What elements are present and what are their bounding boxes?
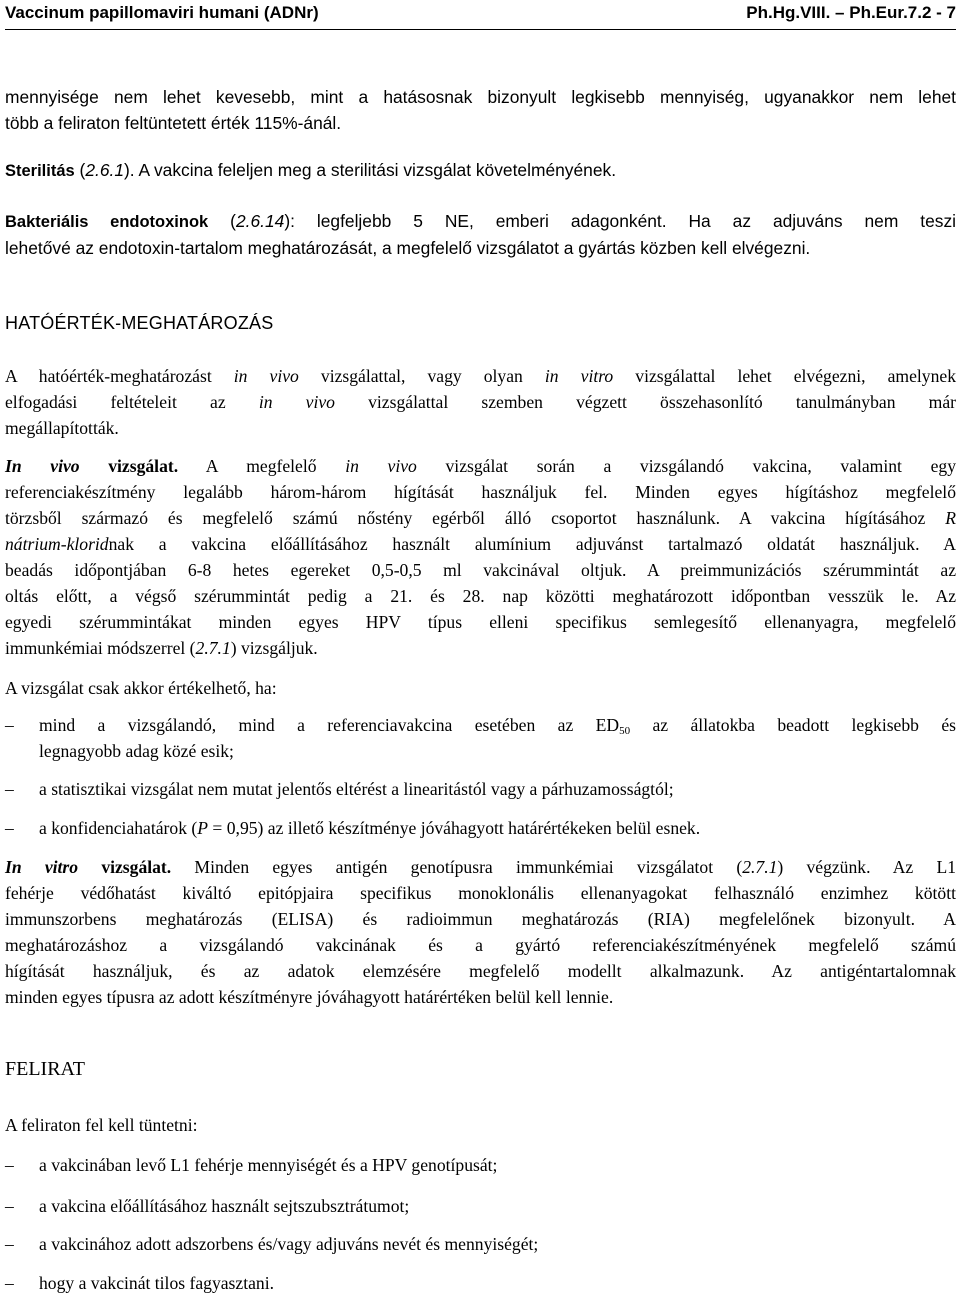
in-vivo-italic: R bbox=[945, 508, 956, 528]
in-vitro-italic: 2.7.1 bbox=[742, 857, 778, 877]
section-heading-assay: HATÓÉRTÉK-MEGHATÁROZÁS bbox=[5, 313, 274, 333]
assay-intro-text: A hatóérték-meghatározást bbox=[5, 366, 234, 386]
endotoxin-text-1: legfeljebb 5 NE, emberi adagonként. Ha az adjuváns nem teszi bbox=[294, 211, 956, 231]
header-title: Vaccinum papillomaviri humani (ADNr) bbox=[5, 3, 319, 22]
in-vitro-text: minden egyes típusra az adott készítményre jóváhagyott határértéken belül kell lennie. bbox=[5, 987, 614, 1007]
endotoxin-text-2: lehetővé az endotoxin-tartalom meghatározását, a megfelelő vizsgálatot a gyártás közben kell elvégezni. bbox=[5, 238, 811, 258]
in-vivo-text: nak a vakcina előállításához használt alumínium adjuvánst tartalmazó oldatát használjuk. A bbox=[108, 534, 956, 554]
sterility-reference: 2.6.1 bbox=[85, 160, 125, 180]
list-item-text: a konfidenciahatárok ( bbox=[39, 818, 198, 838]
endotoxin-ref-open: ( bbox=[208, 211, 236, 231]
assay-intro-text: vizsgálattal lehet elvégezni, amelynek bbox=[613, 366, 956, 386]
list-item-text: legnagyobb adag közé esik; bbox=[39, 741, 234, 761]
validity-intro: A vizsgálat csak akkor értékelhető, ha: bbox=[5, 678, 277, 698]
dash-icon: – bbox=[5, 818, 14, 838]
sterility-label: Sterilitás bbox=[5, 162, 75, 180]
endotoxin-reference: 2.6.14 bbox=[235, 211, 285, 231]
assay-intro-paragraph bbox=[5, 363, 956, 441]
assay-intro-text: megállapították. bbox=[5, 418, 119, 438]
in-vitro-text: hígítását használjuk, és az adatok elemzésére megfelelő modellt alkalmazunk. Az antigéntartalomnak bbox=[5, 961, 956, 981]
list-item-text: mind a vizsgálandó, mind a referenciavakcina esetében az ED bbox=[39, 715, 620, 735]
header-divider bbox=[5, 29, 956, 30]
assay-intro-italic: in vivo bbox=[258, 392, 335, 412]
in-vivo-label: vizsgálat. bbox=[79, 456, 179, 476]
endotoxin-paragraph bbox=[5, 208, 956, 261]
in-vivo-italic: in vivo bbox=[345, 456, 417, 476]
dash-icon: – bbox=[5, 1155, 14, 1175]
header-reference: Ph.Hg.VIII. – Ph.Eur.7.2 - 7 bbox=[746, 3, 956, 22]
in-vitro-text: meghatározáshoz a vizsgálandó vakcinának és a gyártó referenciakészítményének megfelelő számú bbox=[5, 935, 956, 955]
intro-line-2: több a feliraton feltüntetett érték 115%-ánál. bbox=[5, 113, 342, 133]
in-vivo-text: vizsgálat során a vizsgálandó vakcina, valamint egy bbox=[416, 456, 956, 476]
list-item-text: = 0,95) az illető készítménye jóváhagyott határértékeken belül esnek. bbox=[208, 818, 701, 838]
in-vitro-text: fehérje védőhatást kiváltó epitópjaira specifikus monoklonális ellenanyagokat felhasználó enzimhez kötött bbox=[5, 883, 956, 903]
page-header bbox=[5, 3, 956, 29]
label-intro: A feliraton fel kell tüntetni: bbox=[5, 1115, 198, 1135]
in-vivo-text: ) vizsgáljuk. bbox=[230, 638, 318, 658]
in-vivo-paragraph bbox=[5, 453, 956, 661]
list-item-subscript: 50 bbox=[619, 725, 631, 737]
dash-icon: – bbox=[5, 715, 14, 735]
list-item-text: a vakcina előállításához használt sejtszubsztrátumot; bbox=[39, 1196, 410, 1216]
dash-icon: – bbox=[5, 779, 14, 799]
in-vivo-label-italic: In vivo bbox=[5, 456, 80, 476]
list-item-text: az állatokba beadott legkisebb és bbox=[630, 715, 956, 735]
in-vitro-text: Minden egyes antigén genotípusra immunkémiai vizsgálatot ( bbox=[171, 857, 743, 877]
in-vivo-text: A megfelelő bbox=[178, 456, 346, 476]
section-heading-label: FELIRAT bbox=[5, 1058, 85, 1080]
list-item-text: a vakcinához adott adszorbens és/vagy adjuváns nevét és mennyiségét; bbox=[39, 1234, 539, 1254]
in-vitro-text: ) végzünk. Az L1 bbox=[777, 857, 956, 877]
dash-icon: – bbox=[5, 1196, 14, 1216]
list-item-text: hogy a vakcinát tilos fagyasztani. bbox=[39, 1273, 274, 1293]
list-item-text: a vakcinában levő L1 fehérje mennyiségét és a HPV genotípusát; bbox=[39, 1155, 498, 1175]
list-item-italic: P bbox=[197, 818, 209, 838]
endotoxin-label: Bakteriális endotoxinok bbox=[5, 213, 209, 231]
in-vitro-text: immunszorbens meghatározás (ELISA) és radioimmun meghatározás (RIA) megfelelőnek bizonyult. A bbox=[5, 909, 956, 929]
assay-intro-italic: in vitro bbox=[544, 366, 614, 386]
in-vivo-text: referenciakészítmény legalább három-három hígítását használjuk fel. Minden egyes hígításhoz megfelelő bbox=[5, 482, 956, 502]
in-vitro-paragraph bbox=[5, 854, 956, 1010]
in-vivo-italic: nátrium-klorid bbox=[5, 534, 109, 554]
dash-icon: – bbox=[5, 1234, 14, 1254]
sterility-ref-open: ( bbox=[74, 160, 86, 180]
sterility-ref-close: ). bbox=[124, 160, 135, 180]
in-vitro-label-italic: In vitro bbox=[5, 857, 79, 877]
in-vivo-text: beadás időpontjában 6-8 hetes egereket 0,5-0,5 ml vakcinával oltjuk. A preimmunizációs szérummintát az bbox=[5, 560, 956, 580]
in-vivo-text: immunkémiai módszerrel ( bbox=[5, 638, 196, 658]
intro-paragraph bbox=[5, 84, 956, 136]
assay-intro-text: vizsgálattal szemben végzett összehasonlító tanulmányban már bbox=[334, 392, 957, 412]
in-vivo-italic: 2.7.1 bbox=[195, 638, 231, 658]
intro-line-1: mennyisége nem lehet kevesebb, mint a hatásosnak bizonyult legkisebb mennyiség, ugyanakkor nem lehet bbox=[5, 87, 956, 107]
endotoxin-ref-close: ): bbox=[284, 211, 295, 231]
sterility-paragraph bbox=[5, 157, 956, 184]
sterility-text: A vakcina feleljen meg a sterilitási vizsgálat követelményének. bbox=[134, 160, 617, 180]
in-vitro-label: vizsgálat. bbox=[78, 857, 172, 877]
in-vivo-text: egyedi szérummintákat minden egyes HPV típus elleni specifikus semlegesítő ellenanyagra, megfelelő bbox=[5, 612, 956, 632]
assay-intro-text: elfogadási feltételeit az bbox=[5, 392, 259, 412]
in-vivo-text: törzsből származó és megfelelő számú nőstény egérből álló csoportot használunk. A vakcina hígításához bbox=[5, 508, 946, 528]
in-vivo-text: oltás előtt, a végső szérummintát pedig a 21. és 28. nap közötti meghatározott időpontban vesszük le. Az bbox=[5, 586, 956, 606]
assay-intro-text: vizsgálattal, vagy olyan bbox=[298, 366, 545, 386]
list-item-text: a statisztikai vizsgálat nem mutat jelentős eltérést a linearitástól vagy a párhuzamosságtól; bbox=[39, 779, 674, 799]
assay-intro-italic: in vivo bbox=[233, 366, 299, 386]
dash-icon: – bbox=[5, 1273, 14, 1293]
